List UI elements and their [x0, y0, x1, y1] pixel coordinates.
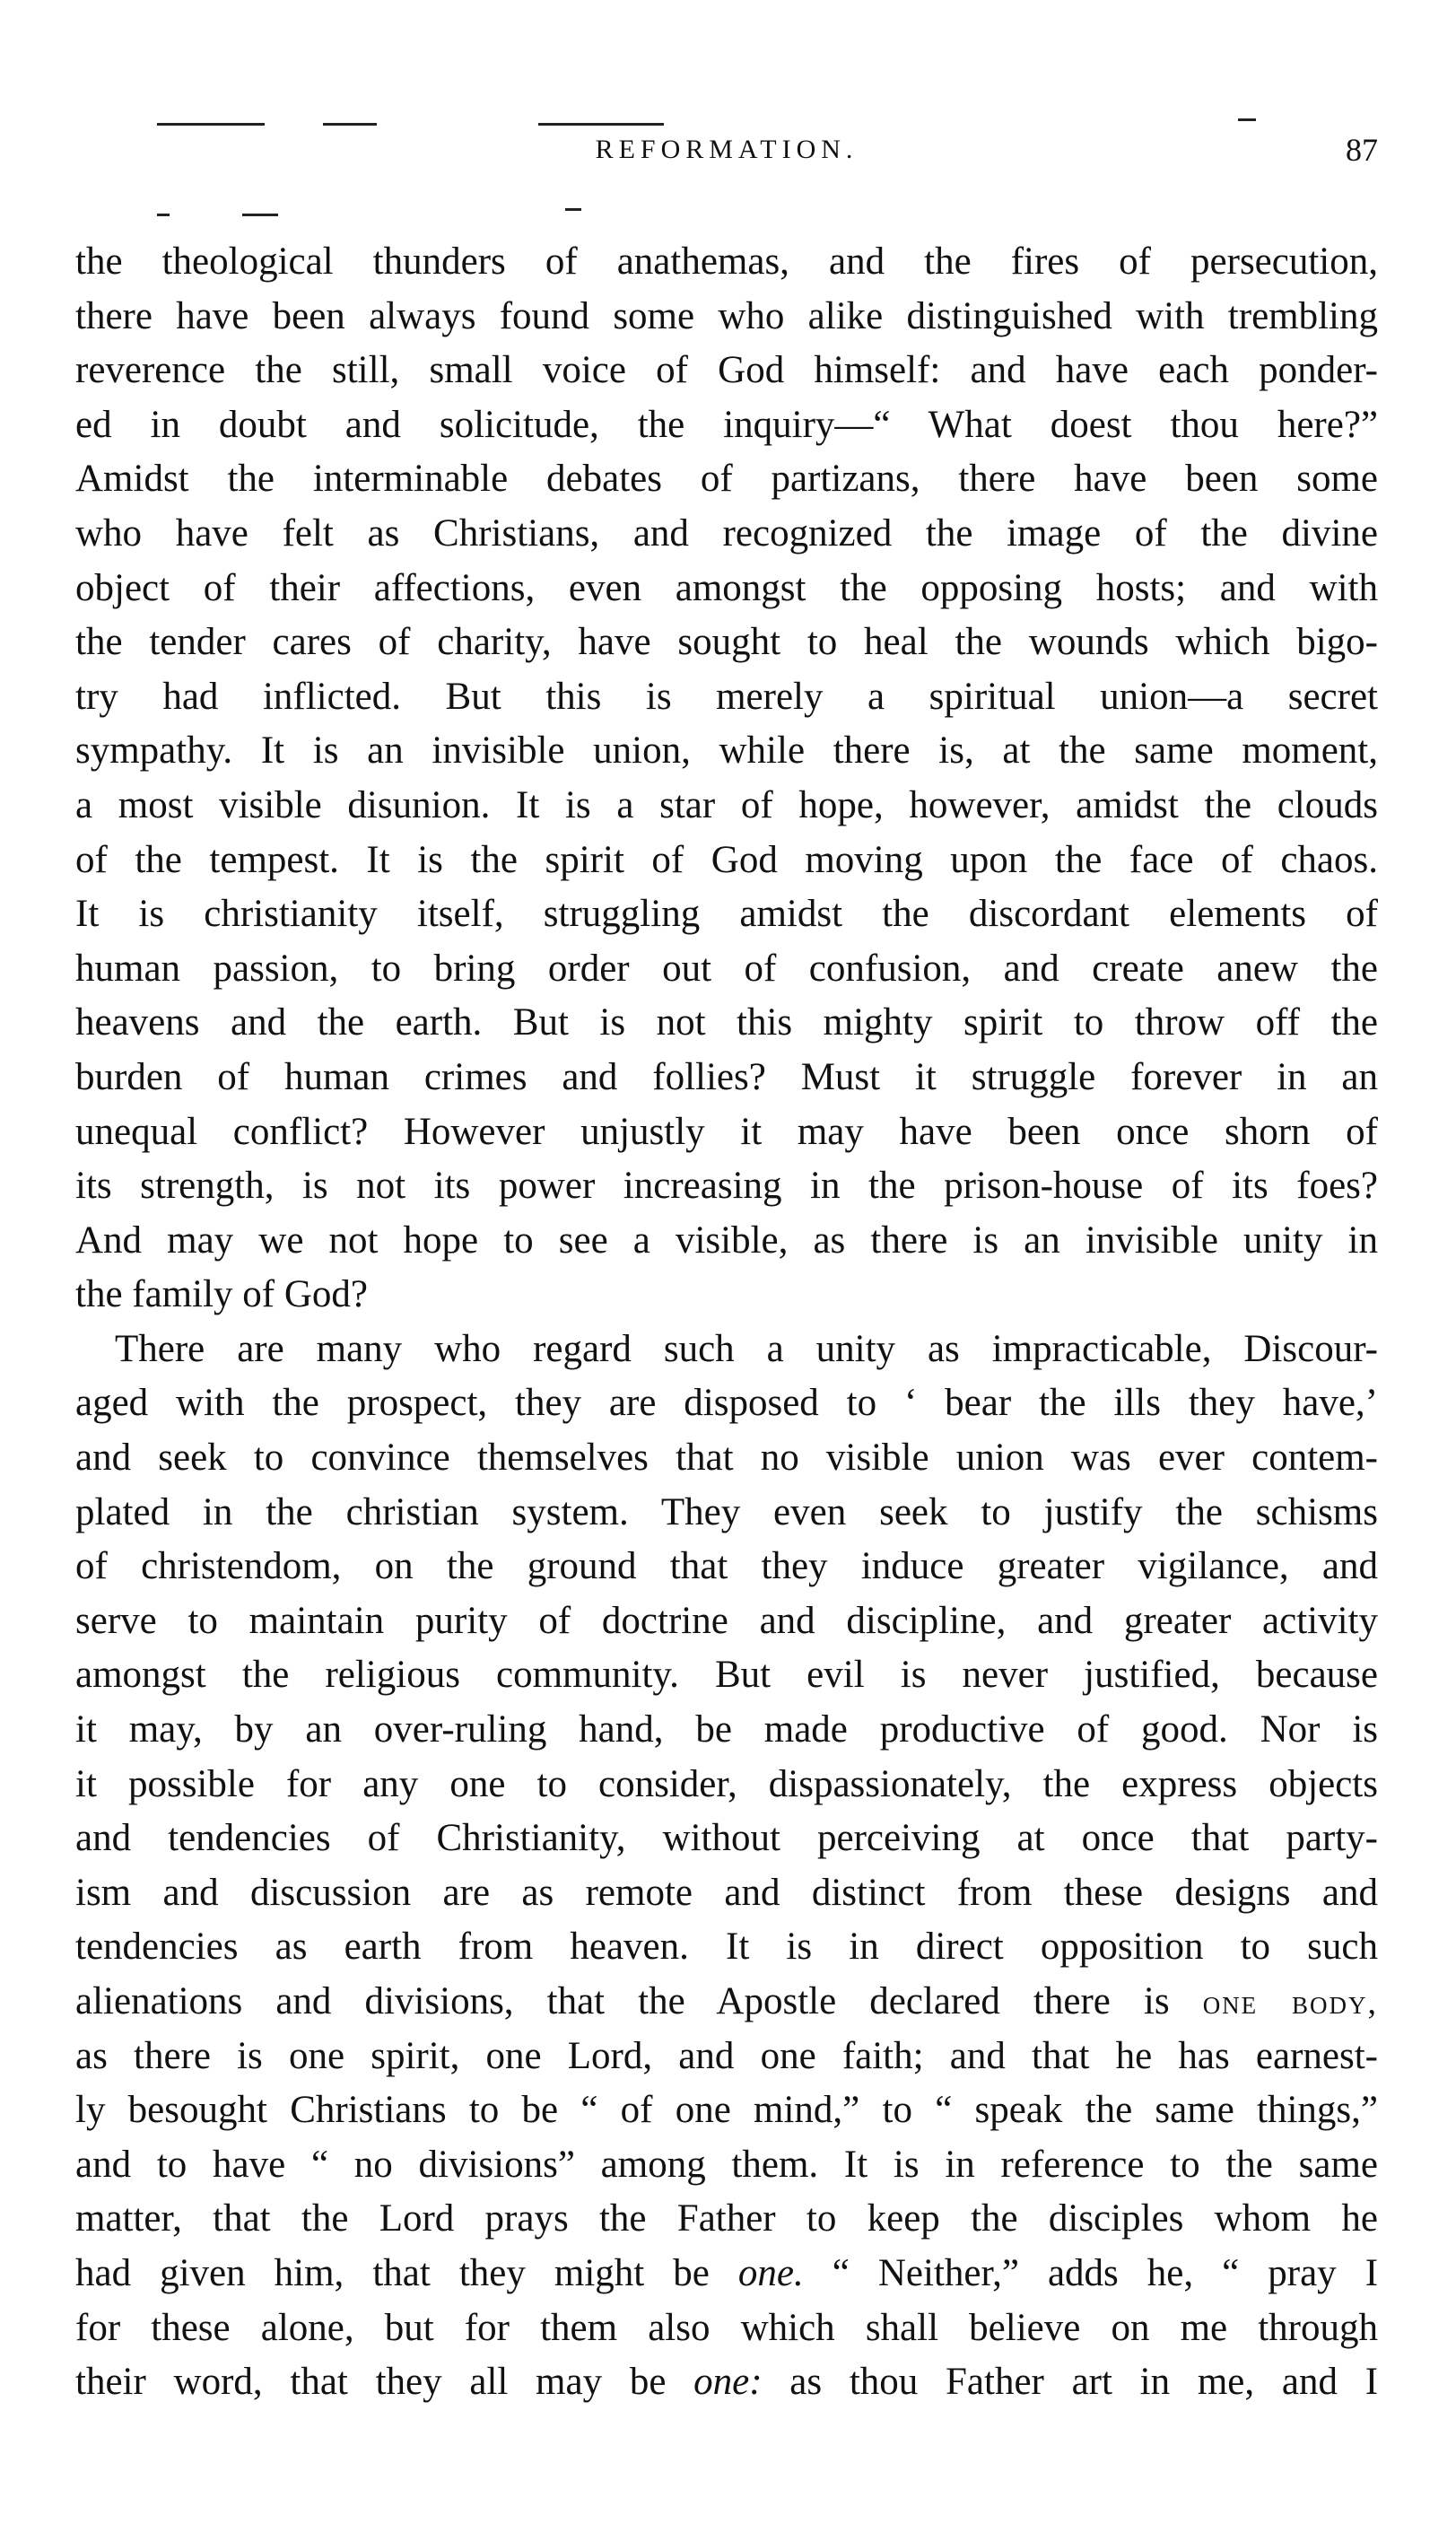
text-segment: as thou Father art in me, and I [762, 2361, 1378, 2404]
text-line [75, 1975, 1378, 2030]
text-line: heavens and the earth. But is not this mighty spirit to throw off the [75, 1001, 1378, 1044]
scan-artifact [1238, 118, 1256, 121]
text-line: And may we not hope to see a visible, as there is an invisible unity in [75, 1218, 1378, 1262]
text-line: its strength, is not its power increasing in the prison-house of its foes? [75, 1165, 1378, 1208]
text-line: amongst the religious community. But evil is never justified, because [75, 1654, 1378, 1697]
running-head: REFORMATION. [595, 135, 859, 164]
text-segment: their word, that they all may be [75, 2361, 667, 2404]
small-caps-phrase: one body, [1202, 1984, 1378, 2022]
text-line: plated in the christian system. They even seek to justify the schisms [75, 1490, 1378, 1533]
italic-word: one: [693, 2361, 763, 2404]
text-line: ed in doubt and solicitude, the inquiry—“ What doest thou here?” [75, 403, 1378, 446]
text-line: who have felt as Christians, and recognized the image of the divine [75, 511, 1378, 555]
text-line: the tender cares of charity, have sought to heal the wounds which bigo- [75, 621, 1378, 664]
text-line: matter, that the Lord prays the Father to keep the disciples whom he [75, 2197, 1378, 2240]
text-line: serve to maintain purity of doctrine and discipline, and greater activity [75, 1599, 1378, 1642]
text-line: try had inflicted. But this is merely a spiritual union—a secret [75, 675, 1378, 718]
text-line: It is christianity itself, struggling amidst the discordant elements of [75, 893, 1378, 936]
text-line: the theological thunders of anathemas, and the fires of persecution, [75, 240, 1378, 283]
text-line: tendencies as earth from heaven. It is in direct opposition to such [75, 1926, 1378, 1969]
text-line: and tendencies of Christianity, without perceiving at once that party- [75, 1817, 1378, 1860]
text-line: human passion, to bring order out of confusion, and create anew the [75, 947, 1378, 990]
text-line: There are many who regard such a unity as impracticable, Discour- [115, 1327, 1378, 1370]
text-line: ism and discussion are as remote and distinct from these designs and [75, 1871, 1378, 1914]
text-segment: “ Neither,” adds he, “ pray I [803, 2251, 1378, 2294]
text-line: burden of human crimes and follies? Must it struggle forever in an [75, 1055, 1378, 1098]
text-line: reverence the still, small voice of God himself: and have each ponder- [75, 349, 1378, 392]
text-line: unequal conflict? However unjustly it may have been once shorn of [75, 1110, 1378, 1153]
scan-artifact [157, 214, 170, 216]
body-text [75, 235, 1378, 2410]
text-line: it may, by an over-ruling hand, be made productive of good. Nor is [75, 1708, 1378, 1751]
text-line: the family of God? [75, 1273, 368, 1316]
text-line: object of their affections, even amongst the opposing hosts; and with [75, 566, 1378, 609]
scan-artifact [242, 214, 278, 216]
text-line: there have been always found some who alike distinguished with trembling [75, 294, 1378, 337]
text-segment: alienations and divisions, that the Apostle declared there is [75, 1980, 1170, 2022]
text-line: sympathy. It is an invisible union, while there is, at the same moment, [75, 729, 1378, 773]
text-line: aged with the prospect, they are disposed to ‘ bear the ills they have,’ [75, 1382, 1378, 1425]
page-number: 87 [1346, 132, 1378, 168]
scan-artifact [157, 123, 265, 126]
scan-artifact [323, 123, 377, 126]
text-line [75, 2247, 1378, 2301]
text-line: as there is one spirit, one Lord, and one faith; and that he has earnest- [75, 2034, 1378, 2077]
text-line: for these alone, but for them also which shall believe on me through [75, 2306, 1378, 2349]
text-line: Amidst the interminable debates of partizans, there have been some [75, 458, 1378, 501]
scan-artifact [565, 208, 581, 211]
text-line [75, 2355, 1378, 2410]
text-segment: had given him, that they might be [75, 2251, 710, 2294]
scan-artifact [538, 123, 664, 126]
italic-word: one. [737, 2251, 804, 2294]
page-header [75, 132, 1378, 188]
text-line: ly besought Christians to be “ of one mind,” to “ speak the same things,” [75, 2089, 1378, 2132]
text-line: of the tempest. It is the spirit of God moving upon the face of chaos. [75, 838, 1378, 881]
text-line: a most visible disunion. It is a star of hope, however, amidst the clouds [75, 783, 1378, 826]
text-line: it possible for any one to consider, dispassionately, the express objects [75, 1762, 1378, 1805]
text-line: and seek to convince themselves that no visible union was ever contem- [75, 1437, 1378, 1480]
text-line: and to have “ no divisions” among them. It is in reference to the same [75, 2143, 1378, 2186]
text-line: of christendom, on the ground that they induce greater vigilance, and [75, 1545, 1378, 1588]
